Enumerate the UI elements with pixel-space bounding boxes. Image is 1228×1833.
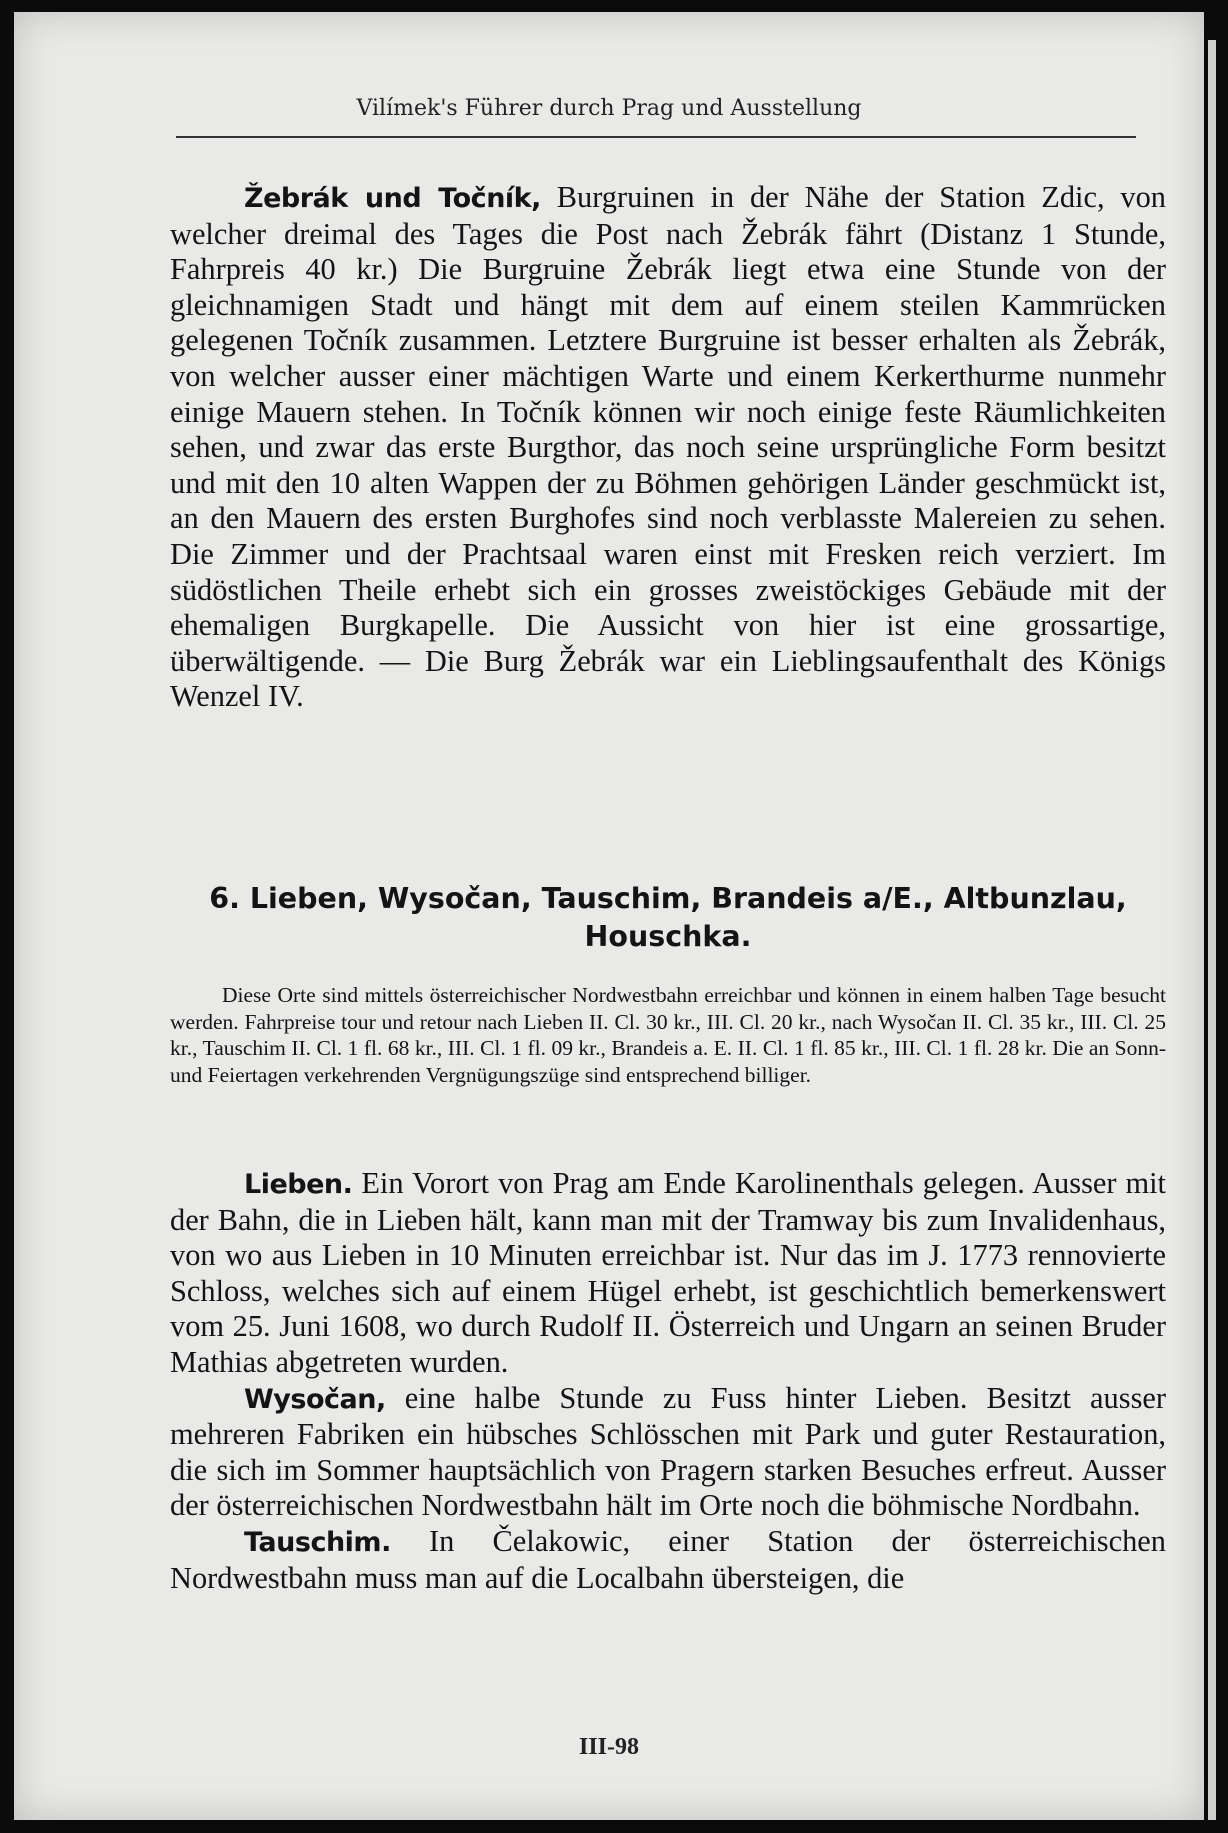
section-note [170, 982, 1166, 1088]
section-6 [170, 880, 1166, 956]
running-header: Vilímek's Führer durch Prag und Ausstellung [356, 96, 862, 121]
page-edge [1208, 40, 1216, 1820]
paragraph-zebrak-body: Burgruinen in der Nähe der Station Zdic, von welcher dreimal des Tages die Post nach Žebrák fährt (Distanz 1 Stunde, Fahrpreis 40 kr.) Die Burgruine Žebrák liegt etwa eine Stunde von der gleichnamigen Stadt und hängt mit dem auf einem steilen Kammrücken gelegenen Točník zusammen. Letztere Burgruine ist besser erhalten als Žebrák, von welcher ausser einer mächtigen Warte und einem Kerkerthurme nunmehr einige Mauern stehen. In Točník können wir noch einige feste Räumlichkeiten sehen, und zwar das erste Burgthor, das noch seine ursprüngliche Form besitzt und mit den 10 alten Wappen der zu Böhmen gehörigen Länder geschmückt ist, an den Mauern des ersten Burghofes sind noch verblasste Malereien zu sehen. Die Zimmer und der Prachtsaal waren einst mit Fresken reich verziert. Im südöstlichen Theile erhebt sich ein grosses zweistöckiges Gebäude mit der ehemaligen Burgkapelle. Die Aussicht von hier ist eine grossartige, überwältigende. — Die Burg Žebrák war ein Lieblingsaufenthalt des Königs Wenzel IV. [170, 180, 1166, 714]
paragraph-zebrak [170, 180, 1166, 715]
paragraph-lieben-body: Ein Vorort von Prag am Ende Karolinenthals gelegen. Ausser mit der Bahn, die in Lieben hält, kann man mit der Tramway bis zum Invalidenhaus, von wo aus Lieben in 10 Minuten erreichbar ist. Nur das im J. 1773 rennovierte Schloss, welches sich auf einem Hügel erhebt, ist geschichtlich bemerkenswert vom 25. Juni 1608, wo durch Rudolf II. Österreich und Ungarn an seinen Bruder Mathias abgetreten wurden. [170, 1166, 1166, 1379]
book-page [14, 12, 1204, 1820]
heading-zebrak: Žebrák und Točník, [244, 183, 541, 214]
heading-tauschim: Tauschim. [244, 1526, 391, 1558]
page-number: III-98 [578, 1734, 639, 1760]
paragraph-wysocan-body: eine halbe Stunde zu Fuss hinter Lieben. Besitzt ausser mehreren Fabriken ein hübsches Schlösschen mit Park und guter Restauration, die sich im Sommer hauptsächlich von Pragern starken Besuches erfreut. Ausser der österreichischen Nordwestbahn hält im Orte noch die böhmische Nordbahn. [170, 1380, 1166, 1523]
paragraph-zebrak-text [170, 180, 1166, 715]
paragraph-tauschim-body: In Čelakowic, einer Station der österreichischen Nordwestbahn muss man auf die Localbahn übersteigen, die [170, 1523, 1166, 1595]
paragraph-tauschim [170, 1524, 1166, 1596]
section-title-line2: Houschka. [584, 920, 752, 953]
heading-lieben: Lieben. [244, 1169, 353, 1200]
header-rule [176, 136, 1136, 138]
section-title-line1: 6. Lieben, Wysočan, Tauschim, Brandeis a/E., Altbunzlau, [209, 882, 1127, 915]
section-note-text: Diese Orte sind mittels österreichischer Nordwestbahn erreichbar und können in einem halben Tage besucht werden. Fahrpreise tour und retour nach Lieben II. Cl. 30 kr., III. Cl. 20 kr., nach Wysočan II. Cl. 35 kr., III. Cl. 25 kr., Tauschim II. Cl. 1 fl. 68 kr., III. Cl. 1 fl. 09 kr., Brandeis a. E. II. Cl. 1 fl. 85 kr., III. Cl. 1 fl. 28 kr. Die an Sonn- und Feiertagen verkehrenden Vergnügungszüge sind entsprechend billiger. [170, 983, 1166, 1087]
heading-wysocan: Wysočan, [244, 1383, 386, 1415]
paragraphs-places [170, 1166, 1166, 1596]
paragraph-wysocan [170, 1381, 1166, 1524]
paragraph-lieben [170, 1166, 1166, 1381]
